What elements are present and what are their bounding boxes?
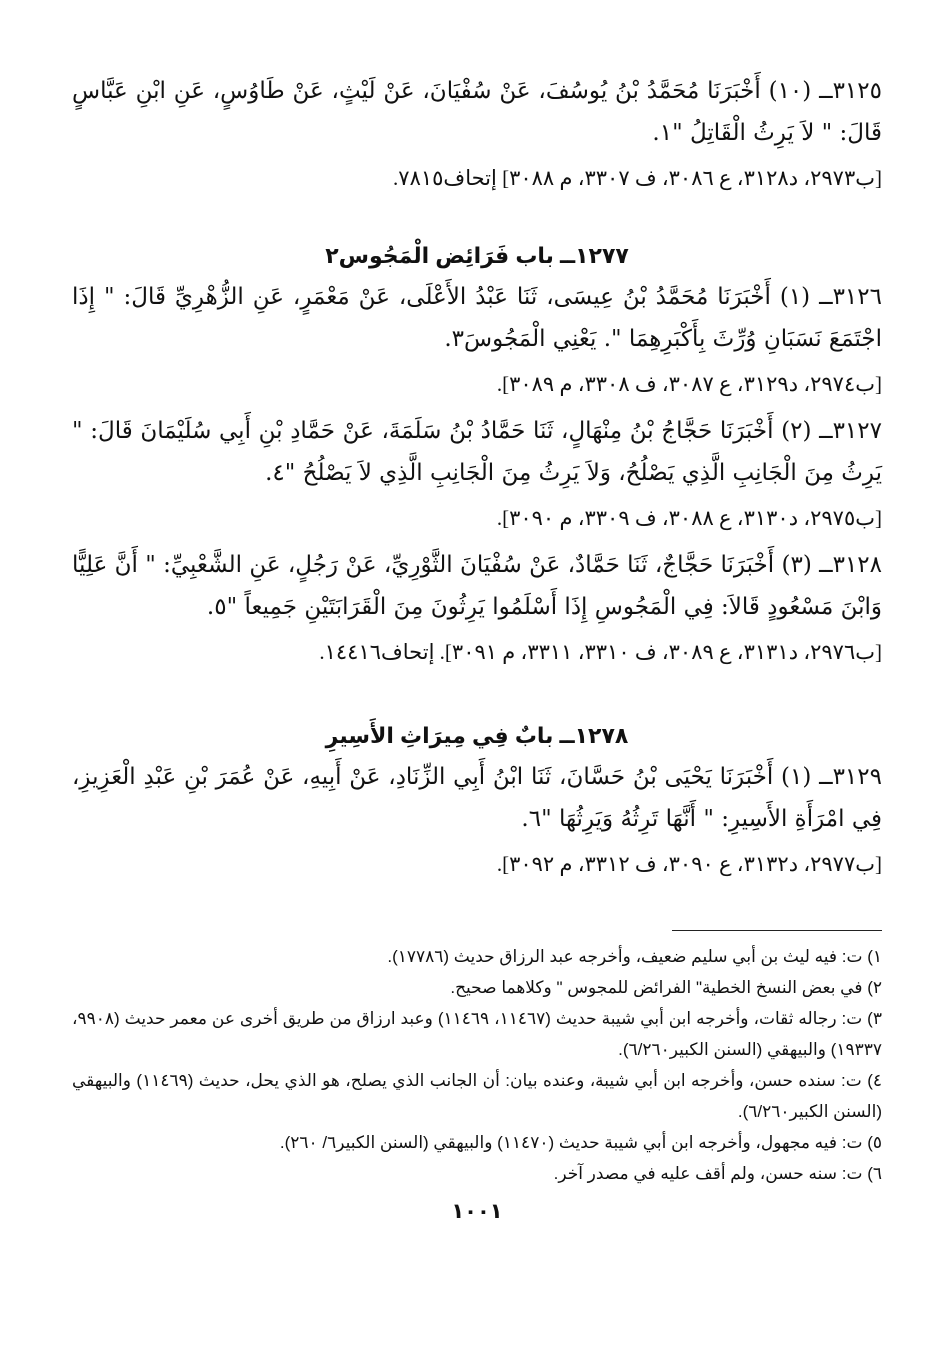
hadith-3127: ٣١٢٧ــ (٢) أَخْبَرَنَا حَجَّاجُ بْنُ مِنْهَالٍ، ثَنَا حَمَّادُ بْنُ سَلَمَةَ، عَنْ حَمَّادِ بْنِ أَبِي سُلَيْمَانَ قَالَ: " يَرِثُ مِنَ الْجَانِبِ الَّذِي يَصْلُحُ، وَلاَ يَرِثُ مِنَ الْجَانِبِ الَّذِي لاَ يَصْلُحُ "٤. xyxy=(72,418,882,486)
footnote-divider xyxy=(672,930,882,931)
hadith-3129: ٣١٢٩ــ (١) أَخْبَرَنَا يَحْيَى بْنُ حَسَّانَ، ثَنَا ابْنُ أَبِي الزِّنَادِ، عَنْ أَبِيهِ، عَنْ عُمَرَ بْنِ عَبْدِ الْعَزِيزِ، فِي امْرَأَةِ الأَسِيرِ: " أَنَّهَا تَرِثُهُ وَيَرِثُهَا "٦. xyxy=(72,764,882,832)
footnotes xyxy=(72,941,882,1189)
hadith-3126-references: [ب٢٩٧٤، د٣١٢٩، ع ٣٠٨٧، ف ٣٣٠٨، م ٣٠٨٩]. xyxy=(496,372,882,396)
footnote-5: ٥) ت: فيه مجهول، وأخرجه ابن أبي شيبة حديث (١١٤٧٠) والبيهقي (السنن الكبير٦/ ٢٦٠). xyxy=(279,1133,882,1152)
chapter-heading-1278: ١٢٧٨ــ بابٌ فِي مِيرَاثِ الأَسِيرِ xyxy=(325,723,629,748)
chapter-heading-1277: ١٢٧٧ــ باب فَرَائِض الْمَجُوس٢ xyxy=(325,243,629,268)
footnote-6: ٦) ت: سنه حسن، ولم أقف عليه في مصدر آخر. xyxy=(553,1164,882,1183)
document-page xyxy=(72,70,882,1224)
hadith-3129-references: [ب٢٩٧٧، د٣١٣٢، ع ٣٠٩٠، ف ٣٣١٢، م ٣٠٩٢]. xyxy=(496,852,882,876)
hadith-3127-references: [ب٢٩٧٥، د٣١٣٠، ع ٣٠٨٨، ف ٣٣٠٩، م ٣٠٩٠]. xyxy=(496,506,882,530)
footnote-3: ٣) ت: رجاله ثقات، وأخرجه ابن أبي شيبة حديث (١١٤٦٧، ١١٤٦٩) وعبد ارزاق من طريق أخرى عن معمر حديث (٩٩٠٨، ١٩٣٣٧) والبيهقي (السنن الكبير٦/٢٦٠). xyxy=(72,1009,882,1059)
hadith-3128: ٣١٢٨ــ (٣) أَخْبَرَنَا حَجَّاجٌ، ثَنَا حَمَّادٌ، عَنْ سُفْيَانَ الثَّوْرِيِّ، عَنْ رَجُلٍ، عَنِ الشَّعْبِيِّ: " أَنَّ عَلِيًّا وَابْنَ مَسْعُودٍ قَالاَ: فِي الْمَجُوسِ إِذَا أَسْلَمُوا يَرِثُونَ مِنَ الْقَرَابَتَيْنِ جَمِيعاً "٥. xyxy=(72,552,883,620)
footnote-1: ١) ت: فيه ليث بن أبي سليم ضعيف، وأخرجه عبد الرزاق حديث (١٧٧٨٦). xyxy=(387,947,882,966)
footnote-4: ٤) ت: سنده حسن، وأخرجه ابن أبي شيبة، وعنده بيان: أن الجانب الذي يصلح، هو الذي يحل، حديث (١١٤٦٩) والبيهقي (السنن الكبير٦/٢٦٠). xyxy=(72,1071,882,1121)
footnote-2: ٢) في بعض النسخ الخطية" الفرائض للمجوس " وكلاهما صحيح. xyxy=(450,978,882,997)
hadith-3125-references: [ب٢٩٧٣، د٣١٢٨، ع ٣٠٨٦، ف ٣٣٠٧، م ٣٠٨٨] إتحاف٧٨١٥. xyxy=(393,166,882,190)
hadith-3128-references: [ب٢٩٧٦، د٣١٣١، ع ٣٠٨٩، ف ٣٣١٠، ٣٣١١، م ٣٠٩١]. إتحاف١٤٤١٦. xyxy=(319,640,882,664)
hadith-3126: ٣١٢٦ــ (١) أَخْبَرَنَا مُحَمَّدُ بْنُ عِيسَى، ثَنَا عَبْدُ الأَعْلَى، عَنْ مَعْمَرٍ، عَنِ الزُّهْرِيِّ قَالَ: " إِذَا اجْتَمَعَ نَسَبَانِ وُرِّثَ بِأَكْبَرِهِمَا ". يَعْنِي الْمَجُوسَ٣. xyxy=(72,284,882,352)
hadith-3125: ٣١٢٥ــ (١٠) أَخْبَرَنَا مُحَمَّدُ بْنُ يُوسُفَ، عَنْ سُفْيَانَ، عَنْ لَيْثٍ، عَنْ طَاوُسٍ، عَنِ ابْنِ عَبَّاسٍ قَالَ: " لاَ يَرِثُ الْقَاتِلُ "١. xyxy=(72,78,882,146)
page-number: ١٠٠١ xyxy=(451,1200,503,1223)
